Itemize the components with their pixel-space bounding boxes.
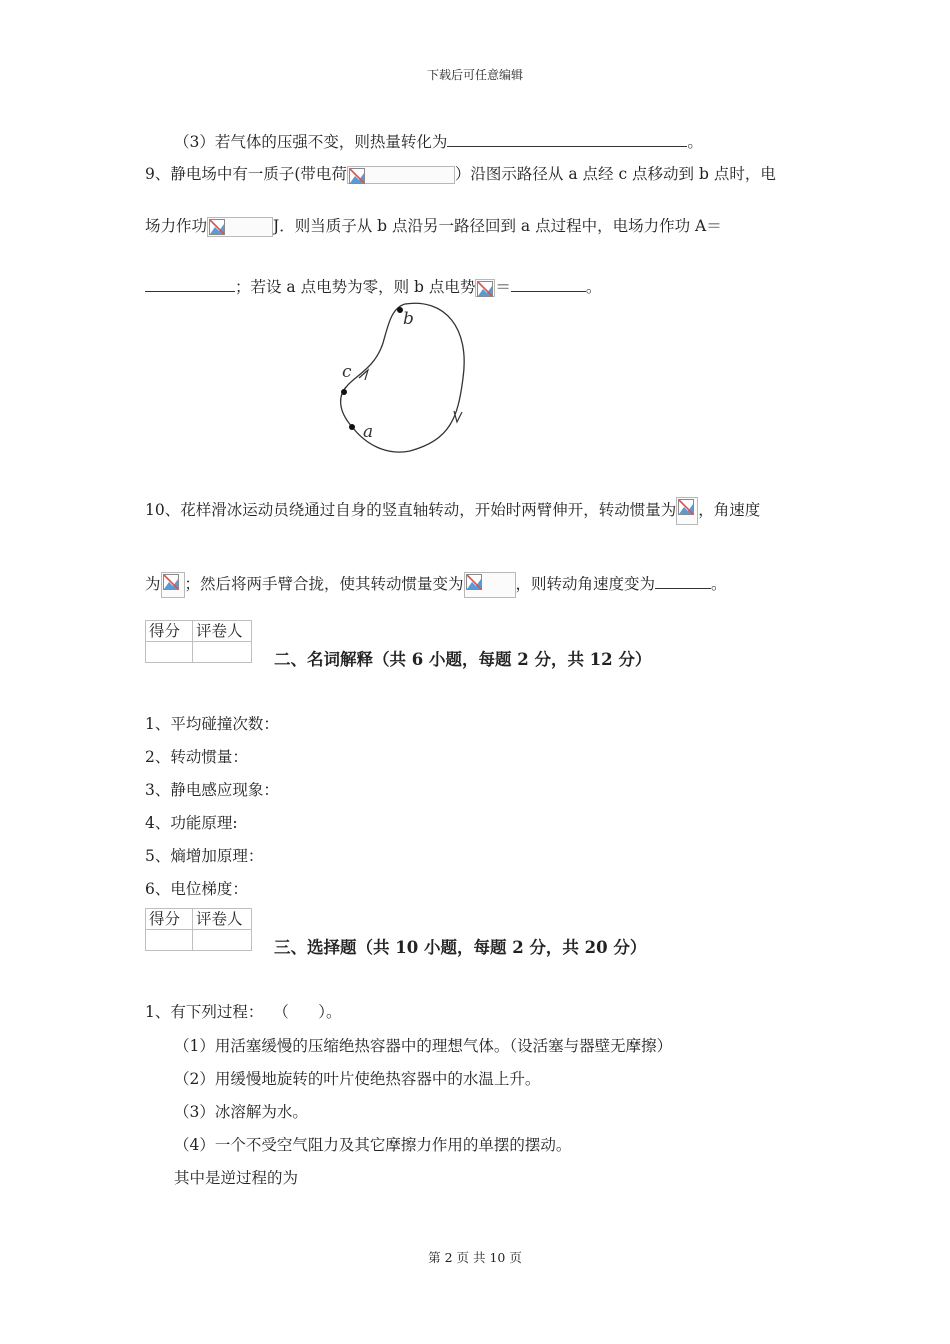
formula-image [464,572,516,598]
page-footer: 第 2 页 共 10 页 [428,1250,522,1265]
q10-text-2a: 为 [145,575,161,593]
term-item: 4、功能原理: [145,814,238,832]
choice-option: （3）冰溶解为水。 [174,1103,308,1121]
broken-image-icon [349,168,365,184]
formula-image [347,166,455,184]
choice-option: （1）用活塞缓慢的压缩绝热容器中的理想气体。（设活塞与器壁无摩擦） [174,1037,673,1055]
grader-label: 评卷人 [193,621,252,642]
score-box [145,620,252,663]
q9-line2 [145,214,722,237]
q10-text-1b: ，角速度 [698,501,761,519]
label-b: b [403,309,414,329]
label-c: c [342,362,352,382]
term-item: 6、电位梯度： [145,880,248,898]
q9-text-3b: ＝ [495,278,511,296]
point-c [341,389,347,395]
q9-text-2b: J．则当质子从 b 点沿另一路径回到 a 点过程中，电场力作功 A＝ [273,217,722,235]
q10-text-2c: ，则转动角速度变为 [515,575,656,593]
q8-part3-end: 。 [687,133,703,151]
q9-text-1a: 9、静电场中有一质子(带电荷 [145,165,347,183]
choice-tail: 其中是逆过程的为 [174,1169,299,1187]
formula-image [161,572,185,598]
q8-part3-text: （3）若气体的压强不变，则热量转化为 [174,133,448,151]
score-cell[interactable] [146,642,193,663]
grader-cell[interactable] [193,642,252,663]
q9-text-1b: ）沿图示路径从 a 点经 c 点移动到 b 点时，电 [454,165,776,183]
q9-text-2a: 场力作功 [145,217,208,235]
score-box [145,908,252,951]
broken-image-icon [466,574,482,590]
q10-text-2-end: 。 [711,575,727,593]
formula-image [676,497,698,525]
score-cell[interactable] [146,930,193,951]
answer-blank[interactable] [447,132,687,147]
q10-text-1a: 10、花样滑冰运动员绕通过自身的竖直轴转动，开始时两臂伸开，转动惯量为 [145,501,677,519]
broken-image-icon [477,281,493,297]
point-a [349,424,355,430]
broken-image-icon [209,219,225,235]
page-header: 下载后可任意编辑 [426,68,523,82]
term-item: 3、静电感应现象： [145,781,279,799]
choice-option: （2）用缓慢地旋转的叶片使绝热容器中的水温上升。 [174,1070,541,1088]
broken-image-icon [678,499,694,515]
answer-blank[interactable] [655,574,711,589]
q9-line3 [145,275,601,297]
choice-question-1: 1、有下列过程： （ ）。 [145,1003,342,1021]
choice-option: （4）一个不受空气阻力及其它摩擦力作用的单摆的摆动。 [174,1136,572,1154]
q9-line1 [145,162,776,184]
term-item: 2、转动惯量： [145,748,248,766]
q9-text-3a: ；若设 a 点电势为零，则 b 点电势 [235,278,476,296]
formula-image [207,217,273,237]
q10-line2 [145,572,727,598]
answer-blank[interactable] [145,277,235,292]
term-item: 5、熵增加原理： [145,847,264,865]
grader-cell[interactable] [193,930,252,951]
formula-image [475,279,495,297]
section2-title: 二、名词解释（共 6 小题，每题 2 分，共 12 分） [274,650,652,669]
grader-label: 评卷人 [193,909,252,930]
score-label: 得分 [146,909,193,930]
section3-title: 三、选择题（共 10 小题，每题 2 分，共 20 分） [274,938,647,957]
score-label: 得分 [146,621,193,642]
q10-line1 [145,497,760,525]
q10-text-2b: ；然后将两手臂合拢，使其转动惯量变为 [184,575,464,593]
label-a: a [363,422,374,442]
answer-blank[interactable] [511,277,586,292]
q9-text-3-end: 。 [585,278,602,296]
term-item: 1、平均碰撞次数： [145,715,279,733]
q8-part3 [174,130,703,152]
path-diagram [325,298,475,458]
broken-image-icon [163,574,179,590]
